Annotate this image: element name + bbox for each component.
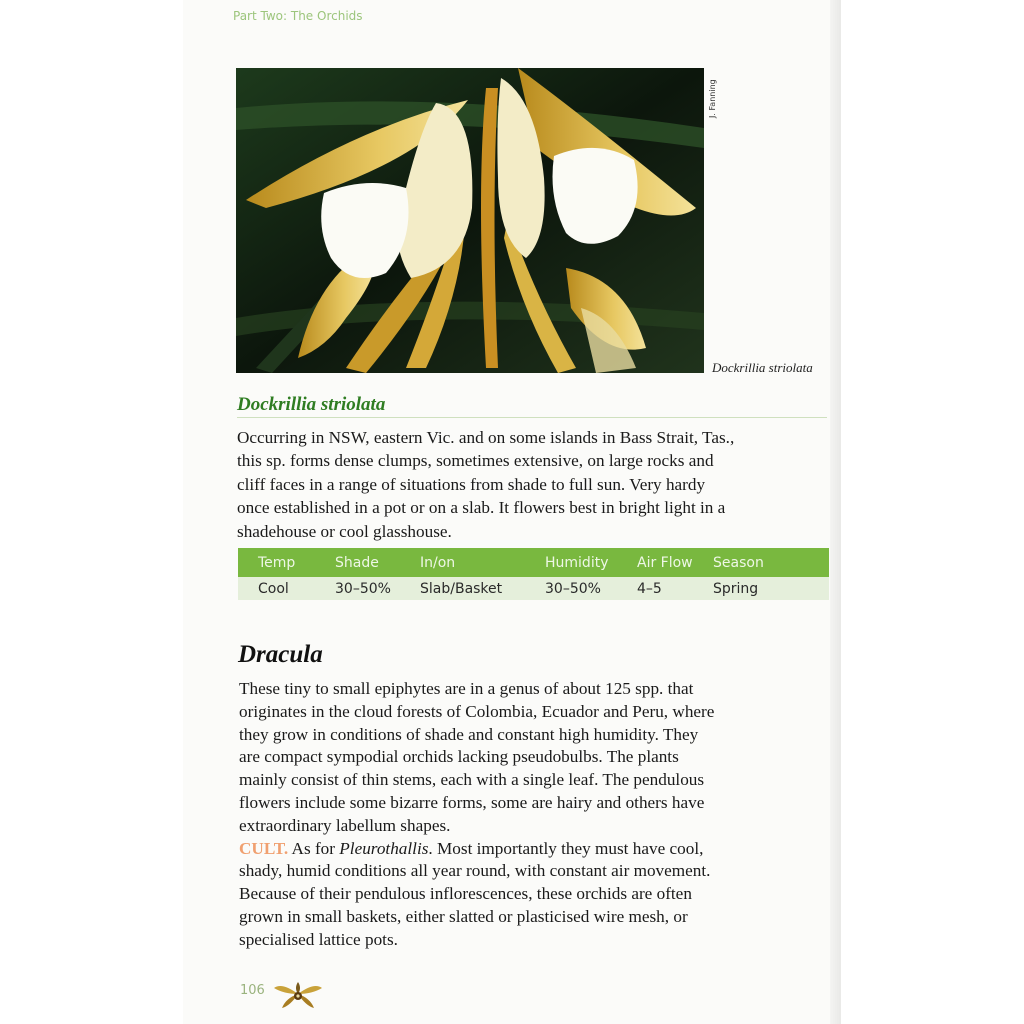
- text-line: shady, humid conditions all year round, with constant air movement.: [239, 861, 711, 881]
- header-in-on: In/on: [400, 548, 525, 577]
- cell-shade: 30–50%: [315, 577, 400, 600]
- text-line: grown in small baskets, either slatted or plasticised wire mesh, or: [239, 906, 688, 926]
- running-head: Part Two: The Orchids: [233, 9, 363, 23]
- text-line: cliff faces in a range of situations from shade to full sun. Very hardy: [237, 474, 706, 494]
- cell-humidity: 30–50%: [525, 577, 617, 600]
- text-line: Occurring in NSW, eastern Vic. and on some islands in Bass Strait, Tas.,: [237, 428, 735, 447]
- table-header-row: [238, 548, 829, 577]
- header-season: Season: [693, 548, 829, 577]
- cult-text-pre: As for: [288, 838, 340, 858]
- text-line: they grow in conditions of shade and constant high humidity. They: [239, 724, 699, 744]
- heading-rule: [237, 417, 827, 418]
- cult-text-post: . Most importantly they must have cool,: [428, 838, 704, 858]
- cult-line: [239, 838, 829, 861]
- text-line: flowers include some bizarre forms, some are hairy and others have: [239, 792, 705, 812]
- text-line: shadehouse or cool glasshouse.: [237, 521, 452, 541]
- photo-caption: Dockrillia striolata: [712, 360, 813, 375]
- species-description: [237, 426, 829, 543]
- cell-temp: Cool: [238, 577, 315, 600]
- text-line: once established in a pot or on a slab. It flowers best in bright light in a: [237, 498, 726, 518]
- header-humidity: Humidity: [525, 548, 617, 577]
- genus-heading: Dracula: [238, 641, 323, 668]
- page-number: 106: [240, 983, 265, 998]
- text-line: Because of their pendulous inflorescences, these orchids are often: [239, 884, 692, 904]
- text-line: specialised lattice pots.: [239, 929, 398, 949]
- genus-description: [239, 678, 829, 952]
- culture-table: [238, 548, 829, 600]
- orchid-flower-illustration: [236, 68, 704, 373]
- species-heading: Dockrillia striolata: [237, 394, 386, 415]
- cult-label: CULT.: [239, 838, 289, 858]
- header-temp: Temp: [238, 548, 315, 577]
- cult-genus-reference: Pleurothallis: [339, 838, 429, 858]
- page-edge: [830, 0, 841, 1024]
- cell-air-flow: 4–5: [617, 577, 693, 600]
- cell-season: Spring: [693, 577, 829, 600]
- header-shade: Shade: [315, 548, 400, 577]
- text-line: originates in the cloud forests of Colombia, Ecuador and Peru, where: [239, 701, 715, 721]
- orchid-flower-icon: [272, 978, 324, 1010]
- text-line: mainly consist of thin stems, each with a single leaf. The pendulous: [239, 770, 705, 790]
- text-line: are compact sympodial orchids lacking pseudobulbs. The plants: [239, 747, 679, 767]
- header-air-flow: Air Flow: [617, 548, 693, 577]
- table-row: [238, 577, 829, 600]
- text-line: These tiny to small epiphytes are in a genus of about 125 spp. that: [239, 679, 694, 698]
- orchid-photo: [236, 68, 704, 373]
- text-line: this sp. forms dense clumps, sometimes extensive, on large rocks and: [237, 451, 714, 471]
- text-line: extraordinary labellum shapes.: [239, 815, 451, 835]
- cell-in-on: Slab/Basket: [400, 577, 525, 600]
- photo-credit: J. Fanning: [708, 79, 717, 118]
